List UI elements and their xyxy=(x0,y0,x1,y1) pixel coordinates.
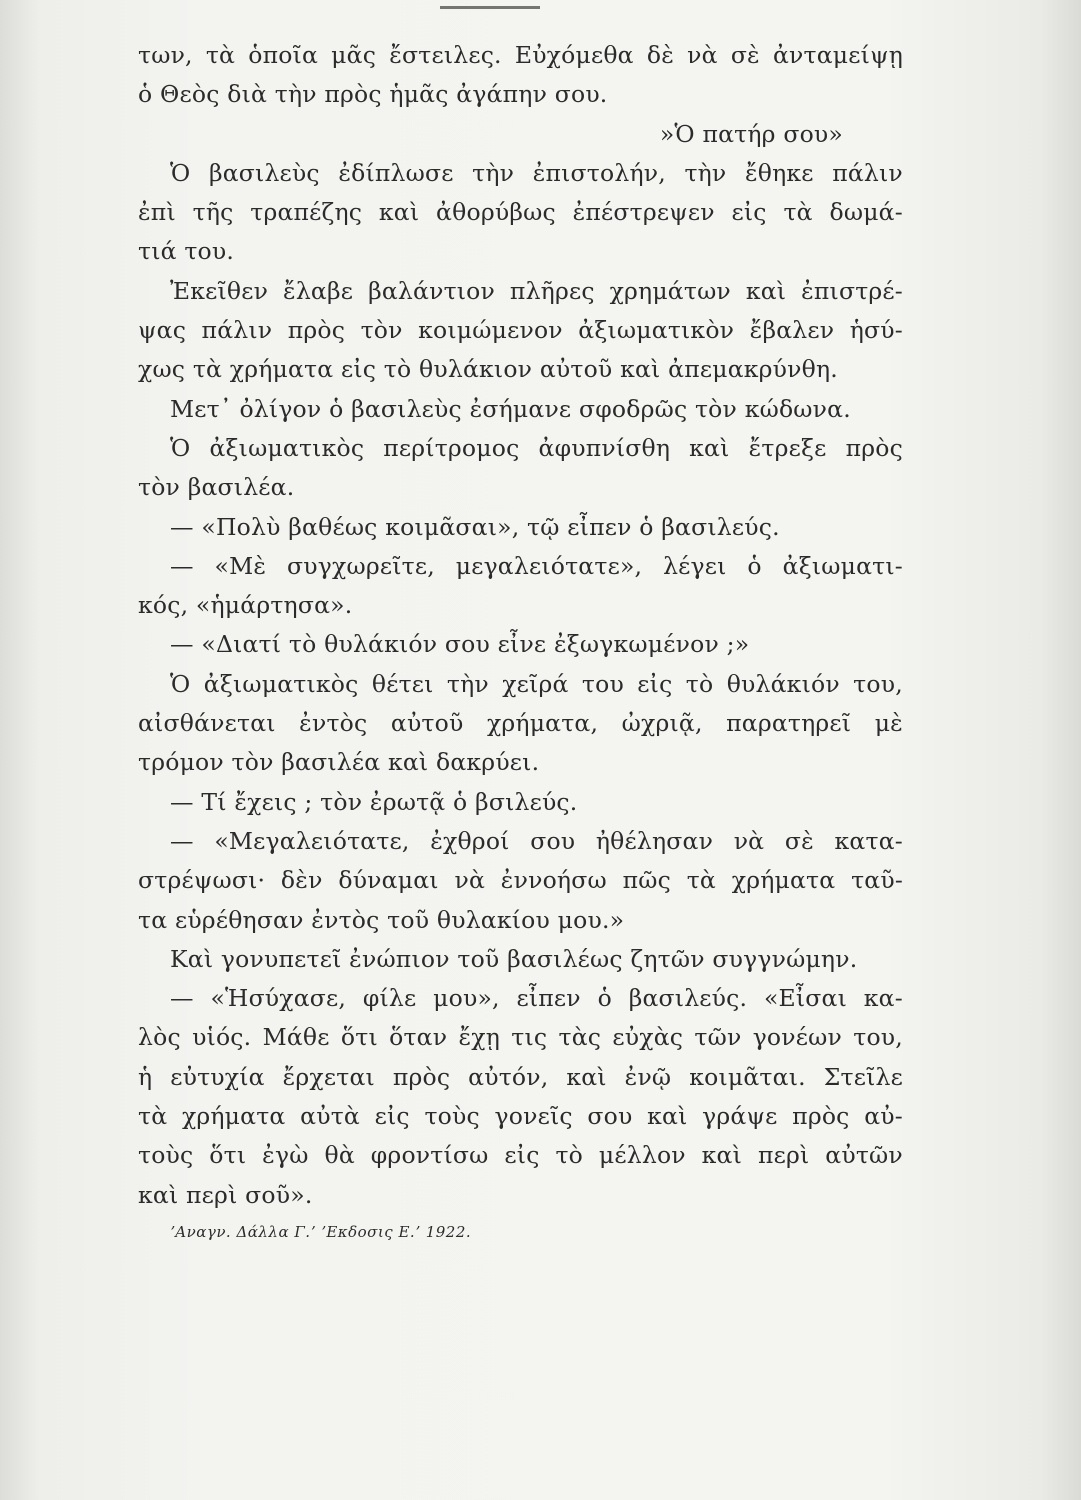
text-line: — «Μεγαλειότατε, ἐχθροί σου ἠθέλησαν νὰ σὲ κατα- xyxy=(170,826,903,855)
text-line: τιά του. xyxy=(138,237,235,266)
paragraph xyxy=(138,547,903,626)
paragraph xyxy=(138,979,903,1215)
text-line: Ὁ βασιλεὺς ἐδίπλωσε τὴν ἐπιστολήν, τὴν ἔθηκε πάλιν xyxy=(170,158,903,187)
text-line: ὁ Θεὸς διὰ τὴν πρὸς ἡμᾶς ἀγάπην σου. xyxy=(138,80,608,109)
text-line: Ὁ ἀξιωματικὸς θέτει τὴν χεῖρά του εἰς τὸ θυλάκιόν του, xyxy=(170,669,903,698)
text-line: τοὺς ὅτι ἐγὼ θὰ φροντίσω εἰς τὸ μέλλον καὶ περὶ αὐτῶν xyxy=(138,1141,903,1170)
text-line: Μετ᾽ ὀλίγον ὁ βασιλεὺς ἐσήμανε σφοδρῶς τὸν κώδωνα. xyxy=(170,394,851,423)
text-line: κός, «ἡμάρτησα». xyxy=(138,591,353,620)
text-line: στρέψωσι· δὲν δύναμαι νὰ ἐννοήσω πῶς τὰ χρήματα ταῦ- xyxy=(138,866,903,895)
paragraph xyxy=(138,508,903,547)
text-line: Καὶ γονυπετεῖ ἐνώπιον τοῦ βασιλέως ζητῶν συγγνώμην. xyxy=(170,944,858,973)
top-rule xyxy=(440,6,540,9)
paragraph xyxy=(138,940,903,979)
text-line: ψας πάλιν πρὸς τὸν κοιμώμενον ἀξιωματικὸν ἔβαλεν ἡσύ- xyxy=(138,316,903,345)
text-line: Ὁ ἀξιωματικὸς περίτρομος ἀφυπνίσθη καὶ ἔτρεξε πρὸς xyxy=(170,433,903,462)
text-line: λὸς υἱός. Μάθε ὅτι ὅταν ἔχῃ τις τὰς εὐχὰς τῶν γονέων του, xyxy=(138,1023,903,1052)
text-line: ἡ εὐτυχία ἔρχεται πρὸς αὐτόν, καὶ ἐνῷ κοιμᾶται. Στεῖλε xyxy=(138,1062,903,1091)
book-page-text xyxy=(138,36,903,1247)
text-line: — Τί ἔχεις ; τὸν ἐρωτᾷ ὁ βσιλεύς. xyxy=(170,787,578,816)
text-line: ἐπὶ τῆς τραπέζης καὶ ἀθορύβως ἐπέστρεψεν εἰς τὰ δωμά- xyxy=(138,198,903,227)
paragraphs xyxy=(138,154,903,1215)
text-line: τὸν βασιλέα. xyxy=(138,473,295,502)
paragraph xyxy=(138,822,903,940)
paragraph xyxy=(138,390,903,429)
text-line: καὶ περὶ σοῦ». xyxy=(138,1180,313,1209)
paragraph xyxy=(138,429,903,508)
paragraph xyxy=(138,272,903,390)
text-line: αἰσθάνεται ἐντὸς αὐτοῦ χρήματα, ὠχριᾷ, παρατηρεῖ μὲ xyxy=(138,709,903,738)
paragraph xyxy=(138,665,903,783)
text-line: Ἐκεῖθεν ἔλαβε βαλάντιον πλῆρες χρημάτων καὶ ἐπιστρέ- xyxy=(170,276,903,305)
paragraph xyxy=(138,154,903,272)
text-line: τα εὑρέθησαν ἐντὸς τοῦ θυλακίου μου.» xyxy=(138,905,625,934)
paragraph xyxy=(138,625,903,664)
letter-signature: »Ὁ πατήρ σου» xyxy=(659,119,843,148)
source-note: ʼΑναγν. Δάλλα Γ.ʼ ʼΕκδοσις Ε.ʼ 1922. xyxy=(170,1222,472,1241)
text-line: χως τὰ χρήματα εἰς τὸ θυλάκιον αὐτοῦ καὶ ἀπεμακρύνθη. xyxy=(138,355,838,384)
text-line: τὰ χρήματα αὐτὰ εἰς τοὺς γονεῖς σου καὶ γράψε πρὸς αὐ- xyxy=(138,1102,903,1131)
text-line: — «Μὲ συγχωρεῖτε, μεγαλειότατε», λέγει ὁ ἀξιωματι- xyxy=(170,551,903,580)
text-line: — «Διατί τὸ θυλάκιόν σου εἶνε ἐξωγκωμένον ;» xyxy=(170,630,750,659)
text-line: — «Πολὺ βαθέως κοιμᾶσαι», τῷ εἶπεν ὁ βασιλεύς. xyxy=(170,512,780,541)
paragraph xyxy=(138,783,903,822)
text-line: τρόμον τὸν βασιλέα καὶ δακρύει. xyxy=(138,748,540,777)
text-line: — «Ἡσύχασε, φίλε μου», εἶπεν ὁ βασιλεύς. «Εἶσαι κα- xyxy=(170,984,903,1013)
text-line: των, τὰ ὁποῖα μᾶς ἔστειλες. Εὐχόμεθα δὲ νὰ σὲ ἀνταμείψῃ xyxy=(138,41,903,69)
